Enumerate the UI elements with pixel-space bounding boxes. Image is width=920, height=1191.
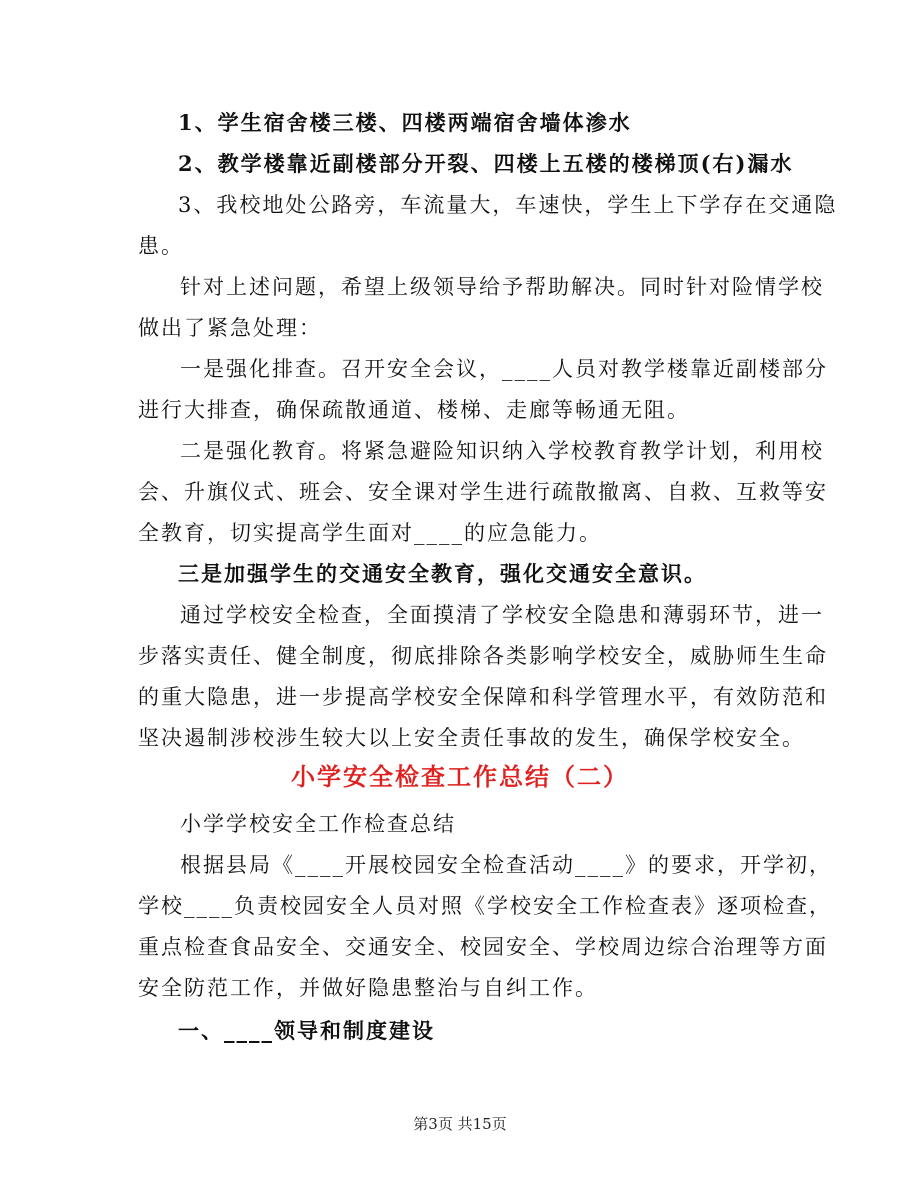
conclusion: 通过学校安全检查，全面摸清了学校安全隐患和薄弱环节，进一 bbox=[180, 603, 824, 627]
subsection-heading: 一、____领导和制度建设 bbox=[178, 1018, 435, 1043]
measure-two-cont-1: 会、升旗仪式、班会、安全课对学生进行疏散撤离、自救、互救等安 bbox=[138, 480, 828, 504]
issue-1: 1、学生宿舍楼三楼、四楼两端宿舍墙体渗水 bbox=[178, 110, 632, 135]
measure-one: 一是强化排查。召开安全会议，____人员对教学楼靠近副楼部分 bbox=[180, 357, 828, 381]
issue-2: 2、教学楼靠近副楼部分开裂、四楼上五楼的楼梯顶(右)漏水 bbox=[178, 151, 794, 176]
response-intro: 针对上述问题，希望上级领导给予帮助解决。同时针对险情学校 bbox=[180, 275, 824, 299]
conclusion-cont-2: 的重大隐患，进一步提高学校安全保障和科学管理水平，有效防范和 bbox=[138, 685, 828, 709]
measure-three: 三是加强学生的交通安全教育，强化交通安全意识。 bbox=[178, 561, 707, 586]
measure-two-cont-2: 全教育，切实提高学生面对____的应急能力。 bbox=[138, 521, 602, 545]
section-subtitle: 小学学校安全工作检查总结 bbox=[180, 812, 456, 836]
conclusion-cont-1: 步落实责任、健全制度，彻底排除各类影响学校安全，威胁师生生命 bbox=[138, 644, 828, 668]
issue-3-cont: 患。 bbox=[138, 234, 184, 258]
section-body-cont-1: 学校____负责校园安全人员对照《学校安全工作检查表》逐项检查， bbox=[138, 894, 832, 918]
section-title: 小学安全检查工作总结（二） bbox=[291, 762, 629, 791]
measure-one-cont: 进行大排查，确保疏散通道、楼梯、走廊等畅通无阻。 bbox=[138, 398, 690, 422]
section-body-cont-3: 安全防范工作，并做好隐患整治与自纠工作。 bbox=[138, 976, 598, 1000]
issue-3: 3、我校地处公路旁，车流量大，车速快，学生上下学存在交通隐 bbox=[178, 193, 838, 217]
page-footer: 第3页 共15页 bbox=[413, 1115, 507, 1133]
section-body-cont-2: 重点检查食品安全、交通安全、校园安全、学校周边综合治理等方面 bbox=[138, 935, 828, 959]
section-body: 根据县局《____开展校园安全检查活动____》的要求，开学初， bbox=[180, 853, 832, 877]
response-intro-cont: 做出了紧急处理： bbox=[138, 316, 322, 340]
measure-two: 二是强化教育。将紧急避险知识纳入学校教育教学计划，利用校 bbox=[180, 439, 824, 463]
conclusion-cont-3: 坚决遏制涉校涉生较大以上安全责任事故的发生，确保学校安全。 bbox=[138, 726, 805, 750]
